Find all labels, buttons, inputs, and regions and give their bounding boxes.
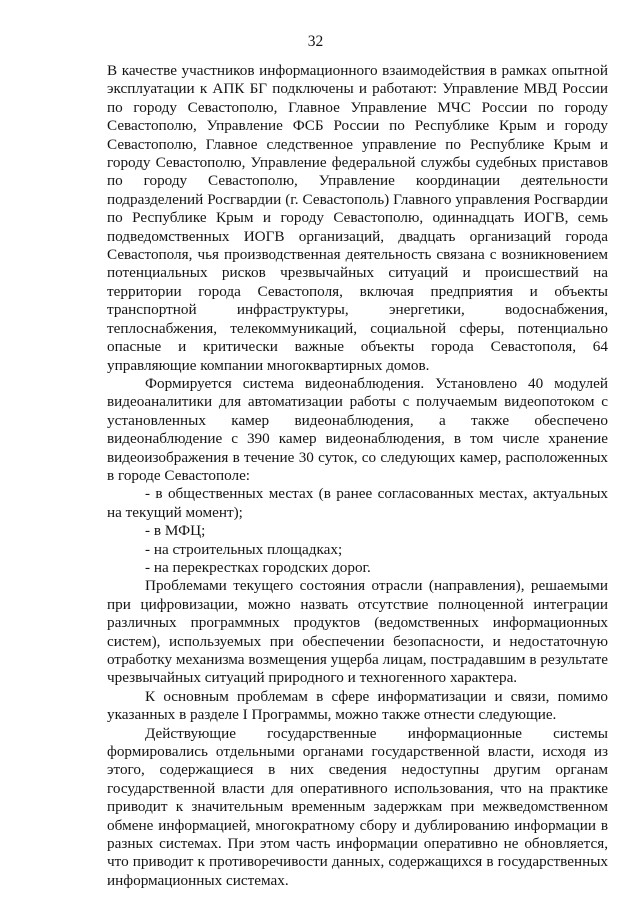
paragraph-main-problems: К основным проблемам в сфере информатизации и связи, помимо указанных в разделе I Программы, можно также отнести следующие.: [107, 687, 608, 724]
list-item-construction-sites: - на строительных площадках;: [145, 540, 343, 558]
paragraph-participants: В качестве участников информационного взаимодействия в рамках опытной эксплуатации к АПК БГ подключены и работают: Управление МВД России по городу Севастополю, Главное Управление МЧС России по городу Севастополю, Управление ФСБ России по Республике Крым и городу Севастополю, Главное следственное управление по Республике Крым и городу Севастополю, Управление федеральной службы судебных приставов по городу Севастополю, Управление координации деятельности подразделений Росгвардии (г. Севастополь) Главного управления Росгвардии по Республике Крым и городу Севастополю, одиннадцать ИОГВ, семь подведомственных ИОГВ организаций, двадцать организаций города Севастополя, чья производственная деятельность связана с возникновением потенциальных рисков чрезвычайных ситуаций и происшествий на территории города Севастополя, включая предприятия и объекты транспортной инфраструктуры, энергетики, водоснабжения, теплоснабжения, телекоммуникаций, социальной сферы, потенциально опасные и критически важные объекты города Севастополя, 64 управляющие компании многоквартирных домов.: [107, 62, 608, 374]
list-item-intersections: - на перекрестках городских дорог.: [145, 558, 371, 576]
paragraph-information-systems: Действующие государственные информационные системы формировались отдельными органами государственной власти, исходя из этого, содержащиеся в них сведения недоступны другим органам государственной власти для оперативного использования, что на практике приводит к значительным временным задержкам при межведомственном обмене информацией, многократному сбору и дублированию информации в разных системах. При этом часть информации оперативно не обновляется, что приводит к противоречивости данных, содержащихся в государственных информационных системах.: [107, 724, 608, 889]
page-number: 32: [307, 33, 324, 50]
list-item-mfc: - в МФЦ;: [145, 522, 206, 540]
document-body: [107, 62, 608, 890]
paragraph-digitalization-problems: Проблемами текущего состояния отрасли (направления), решаемыми при цифровизации, можно назвать отсутствие полноценной интеграции различных программных продуктов (ведомственных информационных систем), используемых при обеспечении безопасности, и недостаточную отработку механизма возмещения ущерба лицам, пострадавшим в результате чрезвычайных ситуаций природного и техногенного характера.: [107, 577, 608, 687]
list-item-public-places: - в общественных местах (в ранее согласованных местах, актуальных на текущий момент);: [107, 485, 608, 521]
paragraph-video-surveillance: Формируется система видеонаблюдения. Установлено 40 модулей видеоаналитики для автоматизации работы с получаемым видеопотоком с установленных камер видеонаблюдения, а также обеспечено видеонаблюдение с 390 камер видеонаблюдения, в том числе хранение видеоизображения в течение 30 суток, со следующих камер, расположенных в городе Севастополе:: [107, 374, 608, 484]
